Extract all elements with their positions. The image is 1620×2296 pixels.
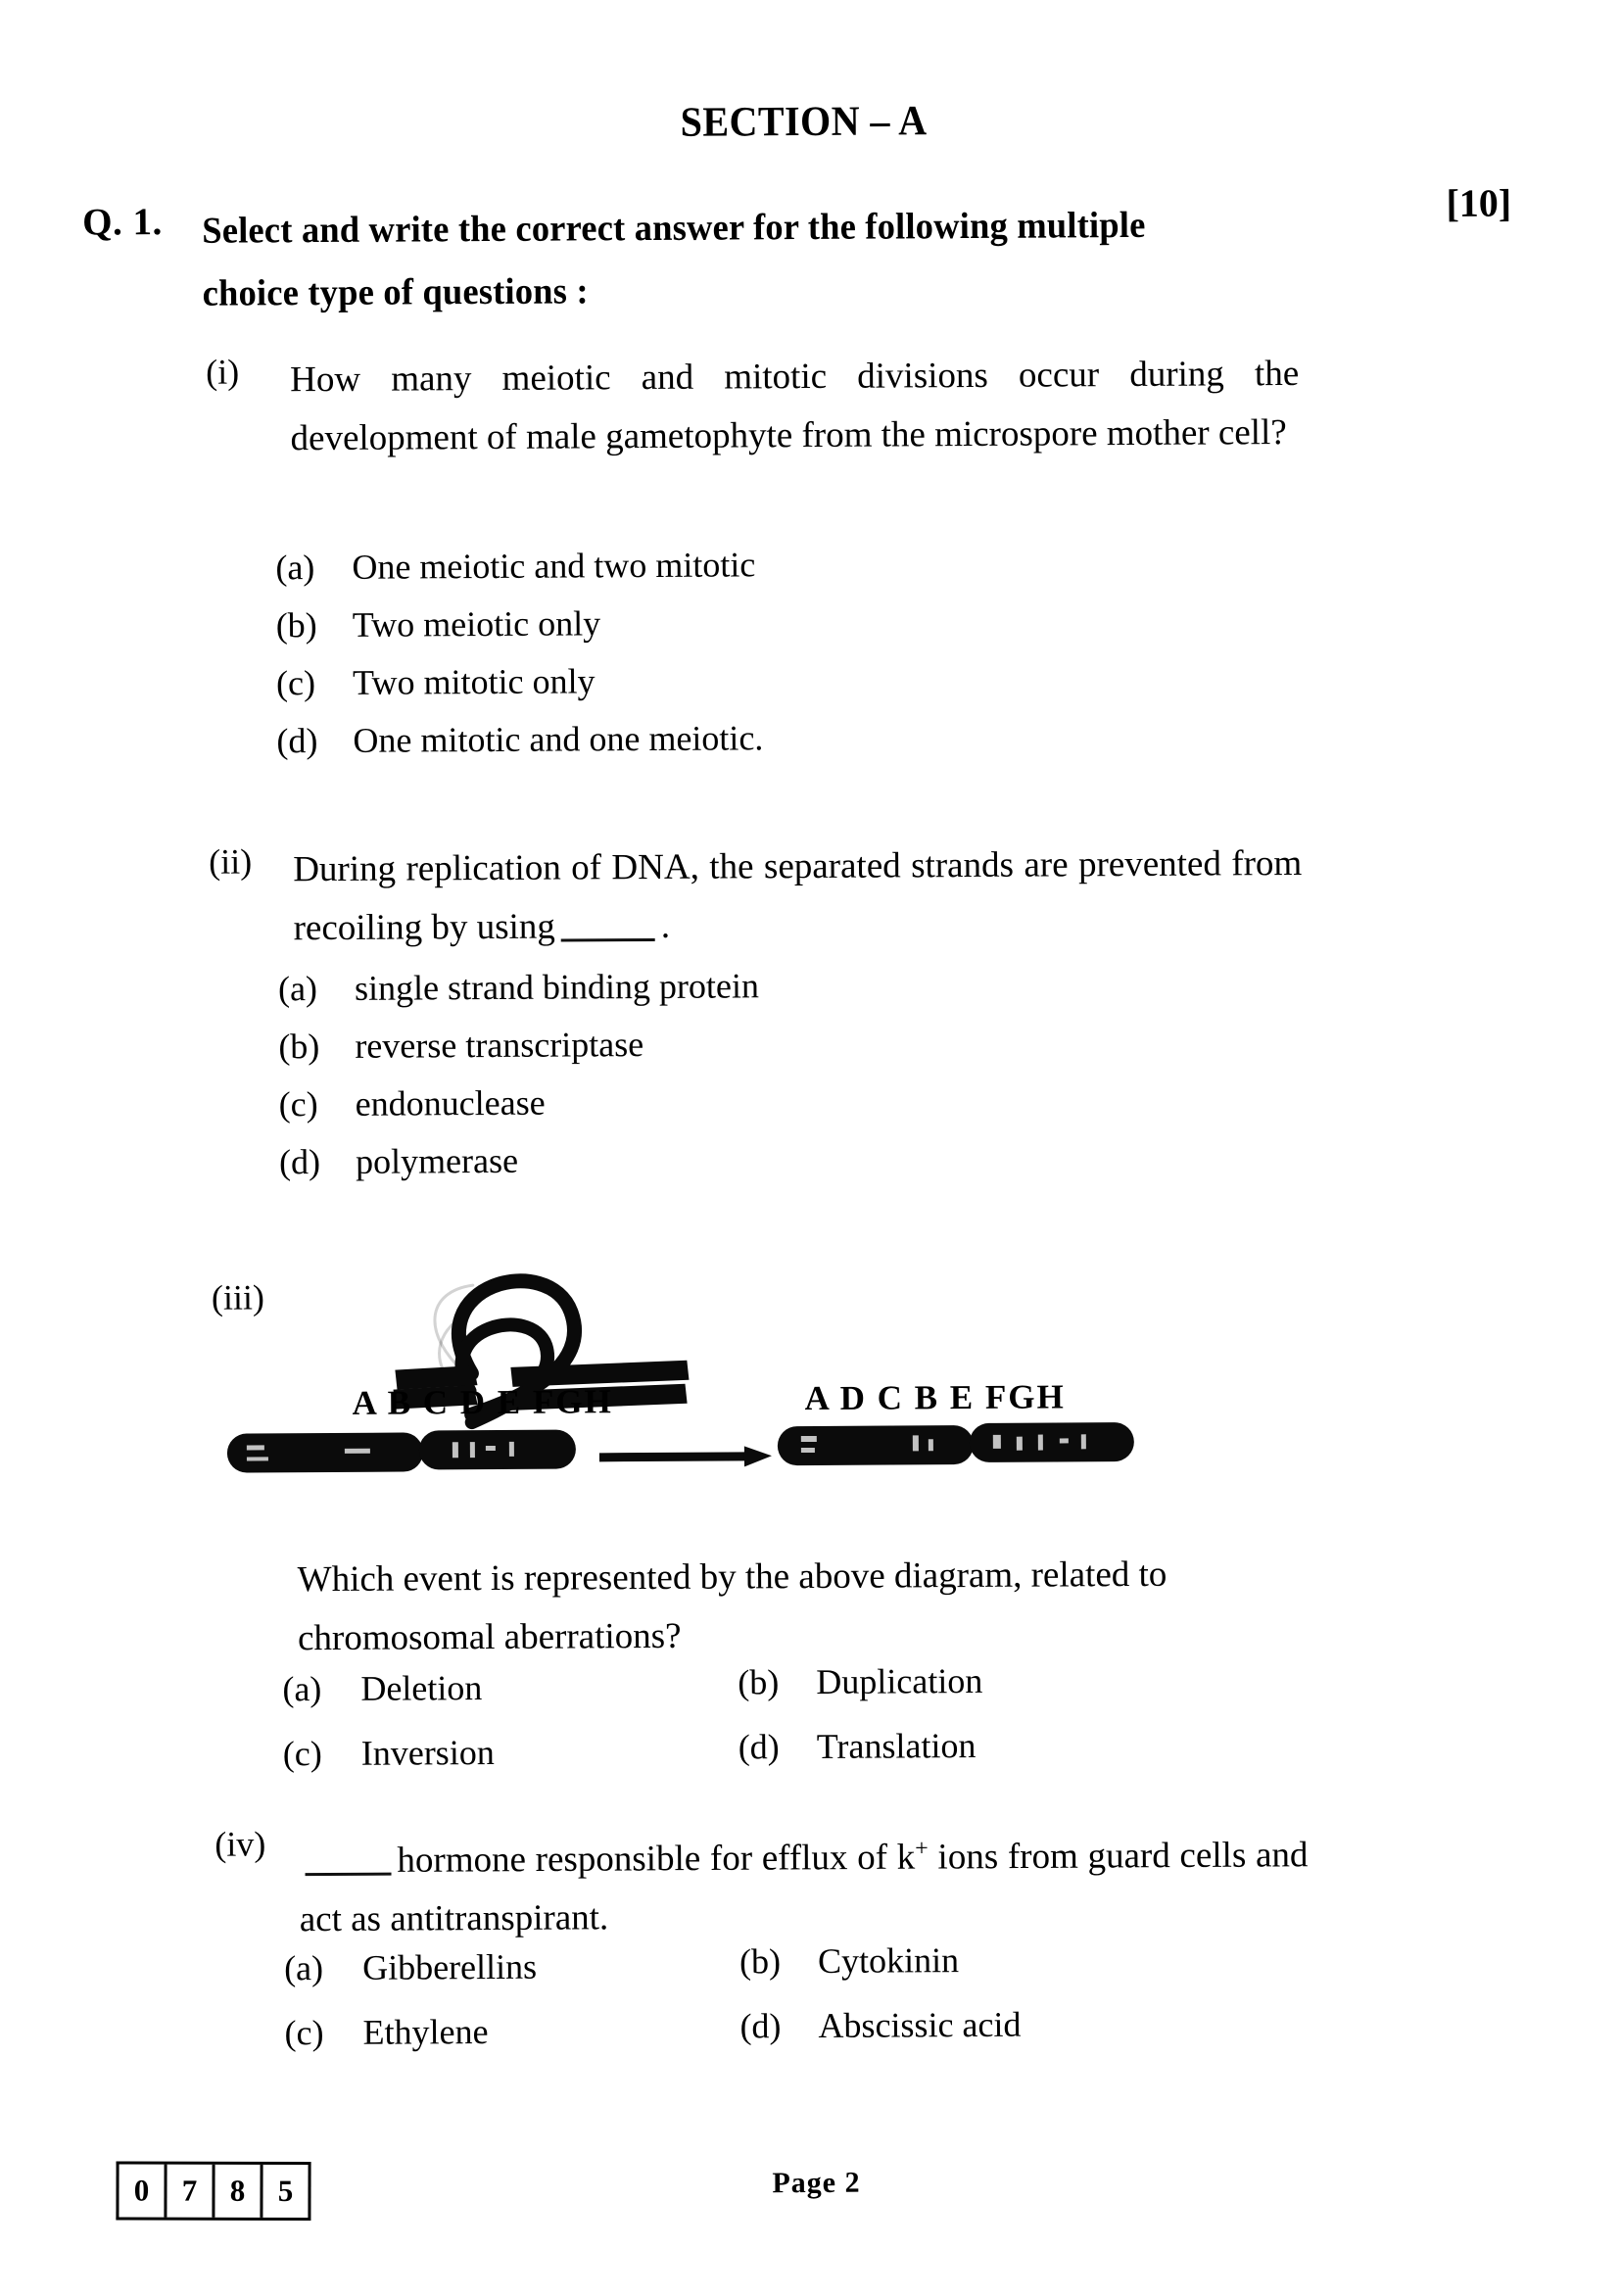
sub-question-iv-text-part2: ions from [937,1836,1078,1878]
sub-question-iii-body [214,1544,1379,1659]
sub-question-i-label: (i) [206,352,240,392]
option-label: Two meiotic only [352,603,601,645]
option-item[interactable] [279,1080,760,1141]
option-label: One mitotic and one meiotic. [353,718,764,760]
option-marker: (b) [278,1027,320,1067]
code-digit: 5 [262,2165,310,2218]
sub-question-i-text: How many meiotic and mitotic divisions occur during the development of male gametophyte from the microspore mother cell? [290,353,1300,459]
question-stem: Select and write the correct answer for the following multiple choice type of questions : [202,204,1146,314]
sub-question-i [206,344,1371,459]
sub-question-ii-text-after-blank: . [660,905,671,946]
sub-question-iv [214,1816,1380,1940]
option-item[interactable] [279,1138,760,1199]
option-item[interactable] [738,1660,982,1703]
right-chromosome-label: A D C B E FGH [804,1377,1066,1418]
ion-superscript: + [915,1836,929,1862]
question-number: Q. 1. [82,201,163,244]
option-item[interactable] [283,1732,495,1774]
option-label: reverse transcriptase [355,1025,644,1066]
option-marker: (a) [282,1669,322,1709]
option-marker: (b) [275,605,317,646]
section-title: SECTION – A [680,98,928,146]
code-digit: 7 [167,2165,214,2218]
option-item[interactable] [276,659,763,720]
option-item[interactable] [276,601,763,662]
option-row [283,1727,1263,1797]
code-digit: 8 [214,2165,262,2218]
left-chromosome [227,1429,576,1472]
option-label: endonuclease [355,1082,546,1124]
option-marker: (c) [275,663,316,703]
option-label: Cytokinin [817,1940,960,1981]
question-1-block [82,193,1356,314]
chromosome-inversion-diagram [226,1261,1257,1521]
option-item[interactable] [275,544,762,604]
transition-arrow [599,1446,772,1467]
option-item[interactable] [284,2011,488,2053]
option-marker: (a) [275,548,315,588]
option-marker: (c) [282,1734,322,1774]
sub-question-iii-options [282,1662,1263,1797]
sub-question-iv-text [299,1817,1309,1950]
option-item[interactable] [282,1667,482,1709]
fill-in-blank[interactable] [561,938,655,942]
sub-question-iv-options [284,1941,1264,2077]
option-label: Two mitotic only [352,661,596,702]
sub-question-iv-text-part1: hormone responsible for efflux of k [397,1837,916,1881]
sub-question-ii-text-before-blank: During replication of DNA, the separated strands are prevented from recoiling by using [293,842,1303,949]
option-marker: (d) [278,1142,321,1182]
option-row [284,2006,1263,2077]
sub-question-iii-label: (iii) [211,1277,265,1317]
option-item[interactable] [284,1946,537,1989]
fill-in-blank[interactable] [306,1873,392,1877]
option-label: Ethylene [362,2012,489,2052]
option-item[interactable] [276,717,763,778]
option-label: Gibberellins [361,1946,538,1987]
option-marker: (c) [284,2013,324,2053]
sub-question-iii-text: Which event is represented by the above diagram, related to chromosomal aberrations? [297,1554,1167,1659]
option-marker: (d) [276,721,318,761]
option-label: One meiotic and two mitotic [352,545,756,587]
sub-question-i-options [275,544,763,778]
sub-question-ii-options [278,965,760,1199]
option-label: Duplication [816,1660,983,1701]
option-marker: (a) [283,1948,324,1988]
right-chromosome [778,1422,1134,1465]
option-item[interactable] [739,1939,959,1982]
option-row [284,1941,1263,2012]
option-label: Translation [816,1725,977,1766]
option-label: single strand binding protein [354,966,760,1008]
option-label: Inversion [360,1732,495,1773]
code-digit: 0 [119,2164,167,2217]
sub-question-ii-text [293,835,1303,958]
option-item[interactable] [739,2004,1021,2047]
sub-question-iv-label: (iv) [214,1824,266,1864]
marks-allocation: [10] [1446,180,1512,226]
sub-question-ii [209,834,1374,949]
option-marker: (d) [739,2006,782,2046]
sub-question-ii-label: (ii) [209,841,253,882]
option-marker: (b) [738,1662,780,1702]
option-item[interactable] [278,965,759,1026]
page-number: Page 2 [772,2166,861,2200]
option-row [282,1662,1262,1733]
sub-question-iv-text-part3: guard cells and act as antitranspirant. [299,1835,1309,1940]
option-marker: (c) [278,1084,318,1124]
option-marker: (b) [739,1941,782,1982]
option-marker: (d) [738,1727,780,1767]
option-item[interactable] [739,1725,977,1767]
option-label: Abscissic acid [818,2004,1022,2045]
option-label: Deletion [360,1668,483,1708]
option-marker: (a) [277,969,318,1009]
option-label: polymerase [355,1140,519,1181]
option-item[interactable] [278,1023,759,1083]
left-chromosome-label: A B C D E FGH [352,1382,613,1422]
